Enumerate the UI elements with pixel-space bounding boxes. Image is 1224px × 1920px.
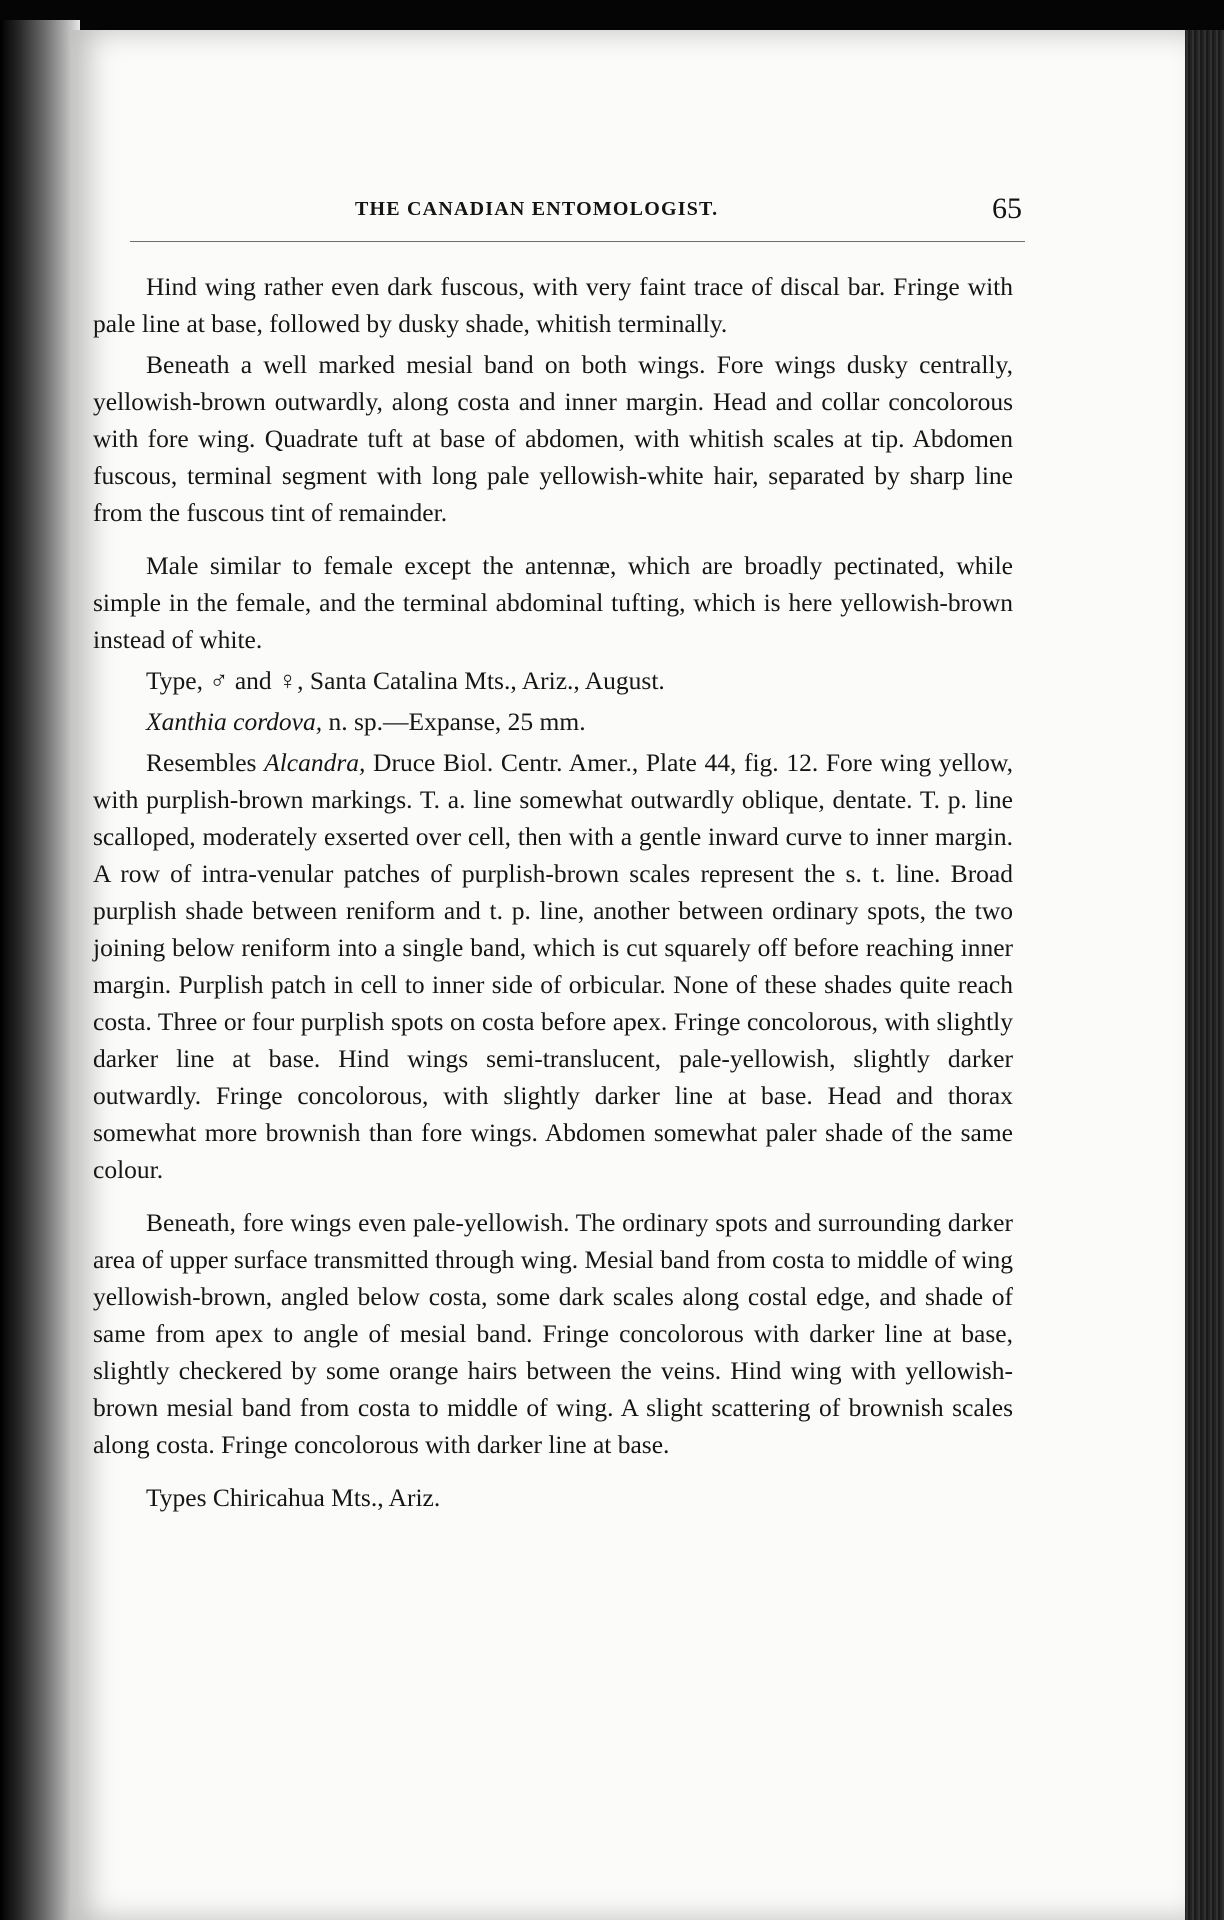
page-number: 65 [992, 192, 1022, 225]
description-lead: Resembles [146, 748, 265, 777]
species-expanse: n. sp.—Expanse, 25 mm. [322, 707, 586, 736]
paragraph-hind-wing: Hind wing rather even dark fuscous, with very faint trace of discal bar. Fringe with pale line at base, followed by dusky shade, whitish terminally. [93, 272, 1013, 338]
paragraph-description [93, 744, 1013, 1188]
page-stack-edge [1185, 30, 1224, 1920]
binding-shadow [0, 20, 80, 1920]
description-text: Druce Biol. Centr. Amer., Plate 44, fig. 12. Fore wing yellow, with purplish-brown markings. T. a. line somewhat outwardly oblique, dentate. T. p. line scalloped, moderately exserted over cell, then with a gentle inward curve to inner margin. A row of intra-venular patches of purplish-brown scales represent the s. t. line. Broad purplish shade between reniform and t. p. line, another between ordinary spots, the two joining below reniform into a single band, which is cut squarely off before reaching inner margin. Purplish patch in cell to inner side of orbicular. None of these shades quite reach costa. Three or four purplish spots on costa before apex. Fringe concolorous, with slightly darker line at base. Hind wings semi-translucent, pale-yellowish, slightly darker outwardly. Fringe concolorous, with slightly darker line at base. Head and thorax somewhat more brownish than fore wings. Abdomen somewhat paler shade of the same colour. [93, 748, 1013, 1184]
header-rule [130, 241, 1025, 242]
paragraph-beneath: Beneath a well marked mesial band on both wings. Fore wings dusky centrally, yellowish-brown outwardly, along costa and inner margin. Head and collar concolorous with fore wing. Quadrate tuft at base of abdomen, with whitish scales at tip. Abdomen fuscous, terminal segment with long pale yellowish-white hair, separated by sharp line from the fuscous tint of remainder. [93, 350, 1013, 527]
journal-title: THE CANADIAN ENTOMOLOGIST. [355, 198, 719, 220]
compared-species: Alcandra, [264, 748, 366, 777]
running-head [355, 192, 1055, 228]
paragraph-type: Type, ♂ and ♀, Santa Catalina Mts., Ariz., August. [146, 666, 665, 695]
species-name: Xanthia cordova, [146, 707, 323, 736]
article-body [93, 268, 1013, 1520]
paragraph-male: Male similar to female except the antennæ, which are broadly pectinated, while simple in the female, and the terminal abdominal tufting, which is here yellowish-brown instead of white. [93, 551, 1013, 654]
paragraph-underside: Beneath, fore wings even pale-yellowish. The ordinary spots and surrounding darker area of upper surface transmitted through wing. Mesial band from costa to middle of wing yellowish-brown, angled below costa, some dark scales along costal edge, and shade of same from apex to angle of mesial band. Fringe concolorous with darker line at base, slightly checkered by some orange hairs between the veins. Hind wing with yellowish-brown mesial band from costa to middle of wing. A slight scattering of brownish scales along costa. Fringe concolorous with darker line at base. [93, 1208, 1013, 1459]
paragraph-types-locality: Types Chiricahua Mts., Ariz. [146, 1483, 441, 1512]
paragraph-species-heading [93, 703, 1013, 740]
